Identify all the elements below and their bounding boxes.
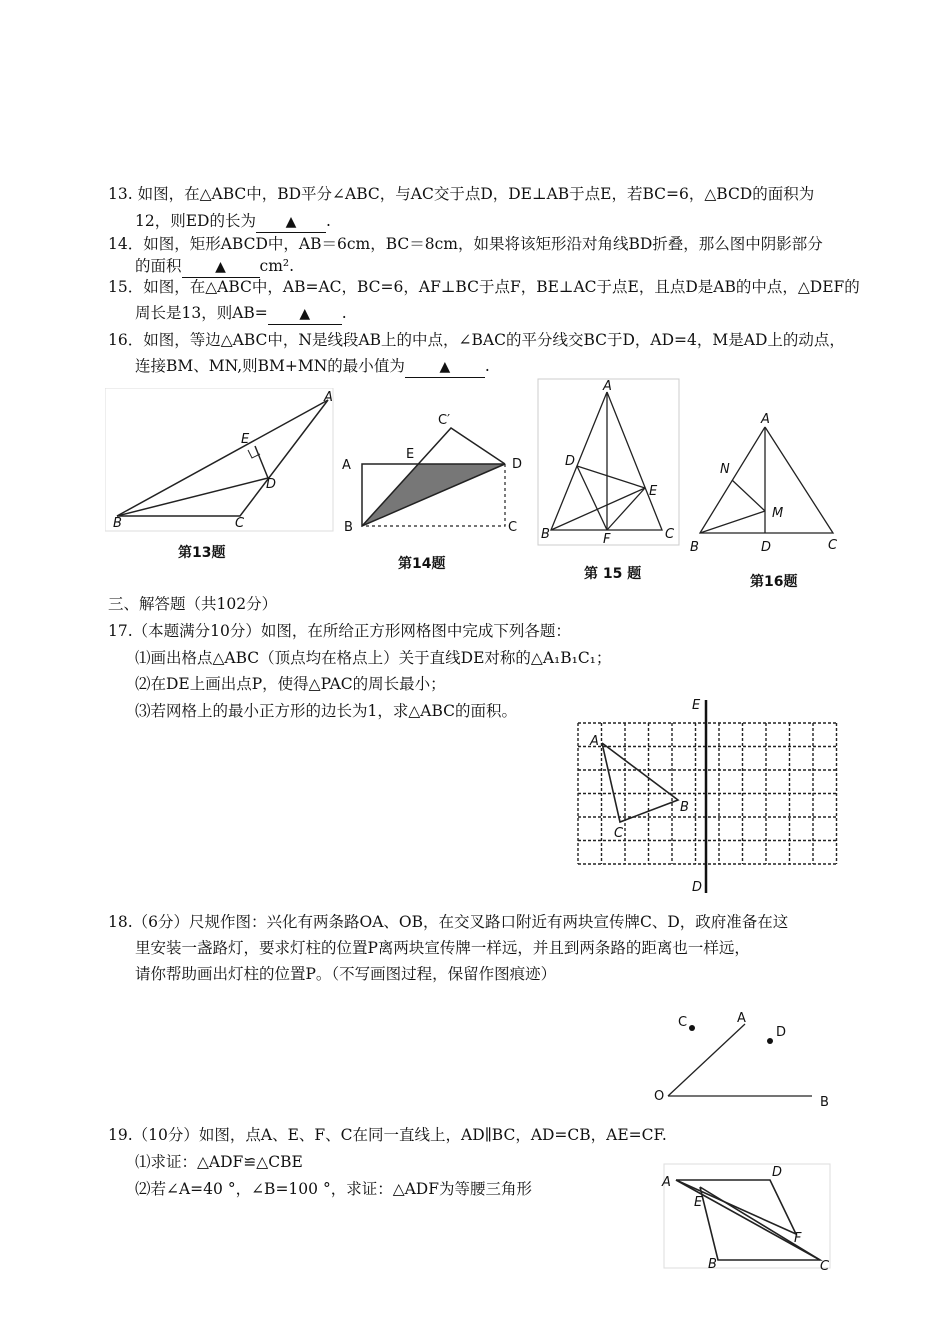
q14-line2-pre: 的面积 <box>135 257 182 275</box>
q15-triangle-marker: ▲ <box>299 306 311 322</box>
fig14-label-e: E <box>406 447 415 462</box>
figure-15 <box>537 378 682 548</box>
q15-line2-pre: 周长是13，则AB= <box>135 304 268 322</box>
fig18-label-b: B <box>820 1095 829 1110</box>
fig19-label-b: B <box>708 1257 717 1272</box>
q17-part2: ⑵在DE上画出点P，使得△PAC的周长最小； <box>135 675 446 693</box>
fig16-label-d: D <box>761 540 772 555</box>
q13-line2-pre: 12，则ED的长为 <box>135 212 256 230</box>
q16-line2 <box>135 356 490 378</box>
fig16-label-b: B <box>690 540 699 555</box>
q13-triangle-marker: ▲ <box>285 214 297 230</box>
q18-line1: 18.（6分）尺规作图：兴化有两条路OA、OB，在交叉路口附近有两块宣传牌C、D，政府准备在这 <box>108 913 789 931</box>
fig15-label-e: E <box>649 484 658 499</box>
q17-part3: ⑶若网格上的最小正方形的边长为1，求△ABC的面积。 <box>135 702 518 720</box>
q13-line1: 13. 如图，在△ABC中，BD平分∠ABC，与AC交于点D，DE⊥AB于点E，若BC=6，△BCD的面积为 <box>108 185 815 203</box>
figure-13 <box>105 388 335 533</box>
fig19-label-c: C <box>820 1259 830 1272</box>
figure-19 <box>660 1162 835 1272</box>
fig15-label-d: D <box>565 454 576 469</box>
fig16-caption: 第16题 <box>750 574 798 590</box>
fig16-label-c: C <box>828 538 838 553</box>
q14-line2-post: cm². <box>259 257 295 275</box>
fig17-label-d: D <box>692 880 703 895</box>
q15-line2-post: . <box>341 304 347 322</box>
figure-16 <box>688 405 848 557</box>
q18-line2: 里安装一盏路灯，要求灯柱的位置P离两块宣传牌一样远，并且到两条路的距离也一样远， <box>135 939 750 957</box>
q13-line2 <box>135 211 331 233</box>
figure-18 <box>650 1012 840 1112</box>
q16-line1: 16．如图，等边△ABC中，N是线段AB上的中点，∠BAC的平分线交BC于D，AD=4，M是AD上的动点， <box>108 331 845 349</box>
fig14-label-a: A <box>342 458 351 473</box>
fig13-caption: 第13题 <box>178 545 226 561</box>
fig14-caption: 第14题 <box>398 556 446 572</box>
fig15-label-f: F <box>603 532 611 547</box>
figure-14 <box>340 410 530 540</box>
fig18-label-c: C <box>678 1015 688 1030</box>
fig17-label-a: A <box>590 734 599 749</box>
fig19-label-a: A <box>662 1175 671 1190</box>
fig16-label-m: M <box>772 506 784 521</box>
q14-line1: 14．如图，矩形ABCD中，AB＝6cm，BC＝8cm，如果将该矩形沿对角线BD折叠，那么图中阴影部分 <box>108 235 823 253</box>
q19-title: 19.（10分）如图，点A、E、F、C在同一直线上，AD∥BC，AD=CB，AE=CF. <box>108 1126 667 1144</box>
fig13-label-e: E <box>241 432 250 447</box>
fig13-label-c: C <box>235 516 245 531</box>
q15-line1: 15．如图，在△ABC中，AB=AC，BC=6，AF⊥BC于点F，BE⊥AC于点E，且点D是AB的中点，△DEF的 <box>108 278 860 296</box>
fig18-label-a: A <box>737 1012 746 1026</box>
fig19-label-f: F <box>794 1231 802 1246</box>
fig13-label-d: D <box>266 477 277 492</box>
fig19-label-e: E <box>694 1195 703 1210</box>
q19-part2: ⑵若∠A=40 °，∠B=100 °，求证：△ADF为等腰三角形 <box>135 1180 532 1198</box>
q16-answer-blank[interactable] <box>405 356 485 378</box>
fig14-label-c: C <box>508 520 518 535</box>
q15-answer-blank[interactable] <box>268 303 342 325</box>
q18-line3: 请你帮助画出灯柱的位置P。（不写画图过程，保留作图痕迹） <box>135 965 557 983</box>
q14-answer-blank[interactable] <box>182 256 260 278</box>
fig17-label-b: B <box>680 800 689 815</box>
fig17-label-e: E <box>692 698 701 713</box>
fig14-label-b: B <box>344 520 353 535</box>
fig14-label-c-prime: C′ <box>438 413 451 428</box>
q17-part1: ⑴画出格点△ABC（顶点均在格点上）关于直线DE对称的△A₁B₁C₁； <box>135 649 612 667</box>
fig15-caption: 第 15 题 <box>584 566 642 582</box>
fig18-label-d: D <box>776 1025 787 1040</box>
q17-title: 17.（本题满分10分）如图，在所给正方形网格图中完成下列各题： <box>108 622 571 640</box>
q16-line2-pre: 连接BM、MN,则BM+MN的最小值为 <box>135 357 405 375</box>
q13-answer-blank[interactable] <box>256 211 326 233</box>
fig13-label-a: A <box>324 390 333 405</box>
fig18-label-o: O <box>654 1089 665 1104</box>
q16-line2-post: . <box>484 357 490 375</box>
fig13-label-b: B <box>113 516 122 531</box>
fig19-label-d: D <box>772 1165 783 1180</box>
fig15-label-b: B <box>541 527 550 542</box>
q16-triangle-marker: ▲ <box>439 359 451 375</box>
section3-heading: 三、解答题（共102分） <box>108 595 278 613</box>
fig14-label-d: D <box>512 457 523 472</box>
q14-triangle-marker: ▲ <box>215 259 226 275</box>
fig16-label-n: N <box>720 462 730 477</box>
q15-line2 <box>135 303 347 325</box>
q14-line2 <box>135 256 294 278</box>
figure-17-grid <box>570 695 840 897</box>
fig15-label-c: C <box>665 527 675 542</box>
fig16-label-a: A <box>761 412 770 427</box>
q19-part1: ⑴求证：△ADF≌△CBE <box>135 1153 303 1171</box>
fig17-label-c: C <box>614 826 624 841</box>
fig15-label-a: A <box>603 379 612 394</box>
q13-line2-post: . <box>325 212 331 230</box>
